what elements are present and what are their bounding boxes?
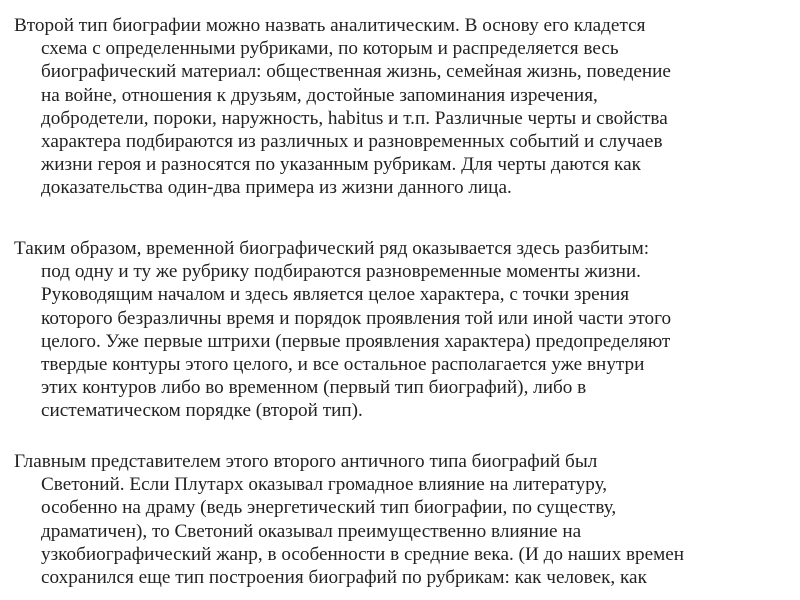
text-line: Главным представителем этого второго античного типа биографий был — [14, 451, 598, 472]
text-line: под одну и ту же рубрику подбираются разновременные моменты жизни. — [41, 261, 641, 283]
paragraph-analytic-biography — [14, 14, 786, 200]
text-line: биографический материал: общественная жизнь, семейная жизнь, поведение — [41, 61, 671, 83]
paragraph-suetonius — [14, 450, 786, 589]
text-line: сохранился еще тип построения биографий по рубрикам: как человек, как — [41, 566, 647, 588]
text-line: добродетели, пороки, наружность, habitus и т.п. Различные черты и свойства — [41, 107, 668, 129]
text-line: особенно на драму (ведь энергетический тип биографии, по существу, — [41, 497, 617, 519]
text-line: Светоний. Если Плутарх оказывал громадное влияние на литературу, — [41, 474, 608, 496]
text-line: целого. Уже первые штрихи (первые проявления характера) предопределяют — [41, 330, 671, 352]
text-line: твердые контуры этого целого, и все остальное располагается уже внутри — [41, 353, 645, 375]
paragraph-time-series-broken — [14, 237, 786, 423]
text-line: доказательства один-два примера из жизни данного лица. — [41, 177, 512, 199]
text-line: этих контуров либо во временном (первый тип биографий), либо в — [41, 377, 587, 399]
text-line: схема с определенными рубриками, по которым и распределяется весь — [41, 38, 619, 60]
text-line: Таким образом, временной биографический ряд оказывается здесь разбитым: — [14, 238, 650, 259]
text-line: которого безразличны время и порядок проявления той или иной части этого — [41, 307, 672, 329]
text-line: Руководящим началом и здесь является целое характера, с точки зрения — [41, 284, 630, 306]
text-line: на войне, отношения к друзьям, достойные запоминания изречения, — [41, 84, 598, 106]
text-line: узкобиографический жанр, в особенности в средние века. (И до наших времен — [41, 543, 685, 565]
text-line: систематическом порядке (второй тип). — [41, 400, 363, 422]
text-line: характера подбираются из различных и разновременных событий и случаев — [41, 130, 663, 152]
text-line: Второй тип биографии можно назвать аналитическим. В основу его кладется — [14, 15, 646, 36]
text-line: драматичен), то Светоний оказывал преимущественно влияние на — [41, 520, 582, 542]
text-line: жизни героя и разносятся по указанным рубрикам. Для черты даются как — [41, 154, 641, 176]
